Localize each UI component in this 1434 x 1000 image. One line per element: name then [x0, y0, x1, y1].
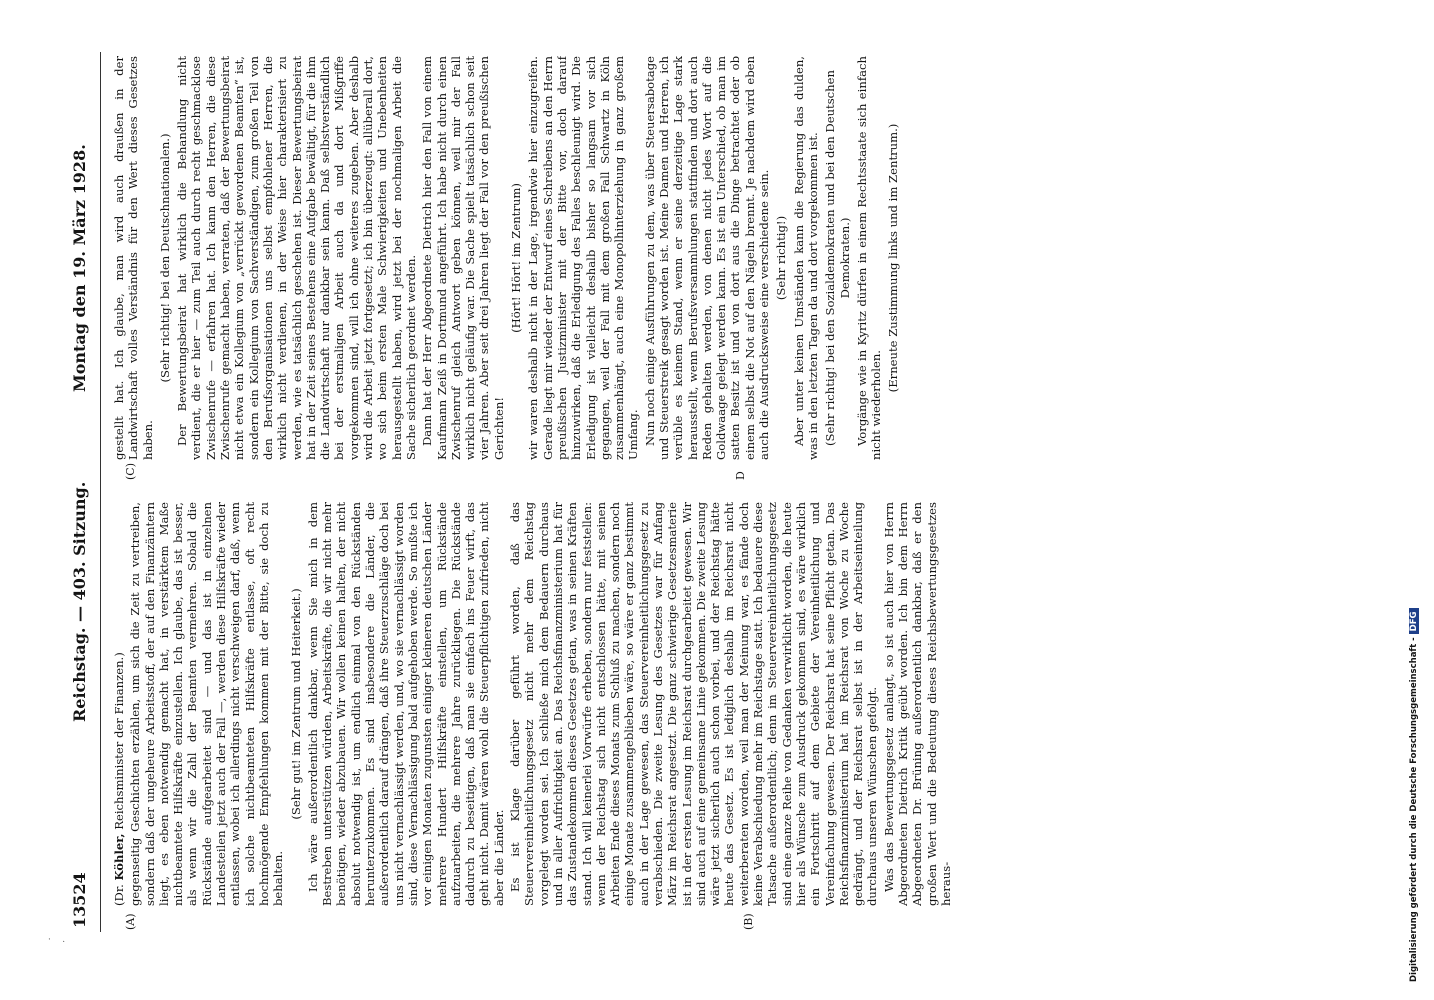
interjection: (Erneute Zustimmung links und im Zentrum.): [886, 123, 901, 393]
margin-marker-b: (B): [742, 913, 755, 930]
paragraph: Es ist Klage darüber geführt worden, daß das Steuervereinheitlichungsgesetz nicht mehr dem Reichstag vorgelegt worden sei. Ich schließe mich dem Bedauern durchaus und in aller Aufrichtigkeit an. Das Reichsfinanzministerium hat für das Zustandekommen dieses Gesetzes getan, was in seinen Kräften stand. Ich will keinerlei Vorwürfe erheben, sondern nur feststellen: wenn der Reichstag sich nicht entschlossen hätte, mit seinen Arbeiten Ende dieses Monats zum Schluß zu machen, sondern noch einige Monate zusammengeblieben wäre, so wäre er ganz bestimmt auch in der Lage gewesen, das Steuervereinheitlichungsgesetz zu verabschieden. Die zweite Lesung des Gesetzes war für Anfang März im Reichsrat angesetzt. Die ganz schwierige Gesetzesmaterie ist in der ersten Lesung im Reichsrat durchgearbeitet gewesen. Wir sind auch auf eine gemeinsame Linie gekommen. Die zweite Lesung wäre jetzt sicherlich auch schon vorbei, und der Reichstag hätte heute das Gesetz. Es ist lediglich deshalb im Reichsrat nicht weiterberaten worden, weil man der Meinung war, es fände doch keine Verabschiedung mehr im Reichstage statt. Ich bedauere diese Tatsache außerordentlich; denn im Steuervereinheitlichungsgesetz sind eine ganze Reihe von Gedanken verwirklicht worden, die heute hier als Wünsche zum Ausdruck gekommen sind, es wäre wirklich ein Fortschritt auf dem Gebiete der Vereinheitlichung und Vereinfachung gewesen. Der Reichsrat hat seine Pflicht getan. Das Reichsfinanzministerium hat im Reichsrat von Woche zu Woche gedrängt, und der Reichsrat selbst ist in der Arbeitseinteilung durchaus unseren Wünschen gefolgt.: [508, 502, 880, 906]
scan-specks: · .: [48, 935, 66, 945]
interjection: (Sehr richtig! bei den Sozialdemokraten und bei den Deutschen Demokraten.): [823, 70, 852, 446]
session-date: Montag den 19. März 1928.: [70, 144, 89, 392]
margin-marker-d: D: [734, 471, 747, 480]
speaker-line: (Dr. Köhler, Reichsminister der Finanzen.): [112, 652, 126, 906]
speaker-role: Reichsminister der Finanzen: [112, 660, 126, 830]
digitization-note: [1409, 12, 1434, 992]
paragraph: Aber unter keinen Umständen kann die Regierung das dulden, was in den letzten Tagen da und dort vorgekommen ist.: [791, 56, 820, 460]
paragraph: Nun noch einige Ausführungen zu dem, was über Steuersabotage und Steuerstreik gesagt worden ist. Meine Damen und Herren, ich verüble es keinem Stand, wenn er seine derzeitige Lage stark herausstellt, wenn Berufsversammlungen stattfinden und dort auch Reden gehalten werden, von denen nicht jedes Wort auf die Goldwaage gelegt werden kann. Es ist ein Unterschied, ob man im satten Besitz ist und von dort aus die Dinge betrachtet oder ob einem selbst die Not auf den Nägeln brennt. Je nachdem wird eben auch die Ausdrucksweise eine verschiedene sein.: [642, 56, 772, 460]
rotated-page: [62, 52, 1362, 932]
paragraph: Der Bewertungsbeirat hat wirklich die Behandlung nicht verdient, die er hier — zum Teil auch durch recht geschmacklose Zwischenrufe — erfahren hat. Ich kann den Herren, die diese Zwischenrufe gemacht haben, verraten, daß der Bewertungsbeirat nicht etwa ein Kollegium von „verrückt gewordenen Beamten“ ist, sondern ein Kollegium von Sachverständigen, zum großen Teil von den Berufsorganisationen uns selbst empfohlener Herren, die wirklich nicht verdienen, in der Weise hier charakterisiert zu werden, wie es tatsächlich geschehen ist. Dieser Bewertungsbeirat hat in der Zeit seines Bestehens eine Aufgabe bewältigt, für die ihm die Landwirtschaft nur dankbar sein kann. Daß selbstverständlich bei der erstmaligen Arbeit auch da und dort Mißgriffe vorgekommen sind, will ich ohne weiteres zugeben. Aber deshalb wird die Arbeit jetzt fortgesetzt; ich bin überzeugt: allüberall dort, wo sich beim ersten Male Schwierigkeiten und Unebenheiten herausgestellt haben, wird jetzt bei der nochmaligen Arbeit die Sache sicherlich geordnet werden.: [175, 56, 418, 460]
paragraph: gegenseitig Geschichten erzählen, um sich die Zeit zu vertreiben, sondern daß der ungeheure Arbeitsstoff, der auf den Finanzämtern liegt, es eben notwendig gemacht hat, in verstärktem Maße nichtbeamtete Hilfskräfte einzustellen. Ich glaube, das ist besser, als wenn wir die Zahl der Beamten vermehren. Sobald die Rückstände aufgearbeitet sind — und das ist in einzelnen Landesteilen jetzt auch der Fall —, werden diese Hilfskräfte wieder entlassen, wobei ich allerdings nicht verschweigen darf, daß, wenn ich solche nichtbeamteten Hilfskräfte entlasse, oft recht hochmögende Empfehlungen kommen mit der Bitte, sie doch zu behalten.: [128, 502, 286, 906]
paragraph: Dann hat der Herr Abgeordnete Dietrich hier den Fall von einem Kaufmann Zeiß in Dortmund angeführt. Ich habe nicht durch einen Zwischenruf gleich Antwort geben können, weil mir der Fall wirklich nicht geläufig war. Die Sache spielt tatsächlich schon seit vier Jahren. Aber seit drei Jahren liegt der Fall vor den preußischen Gerichten!: [420, 56, 506, 460]
interjection: (Sehr richtig! bei den Deutschnationalen.): [157, 133, 172, 383]
page-number: 13524: [70, 872, 89, 928]
interjection: (Sehr gut! im Zentrum und Heiterkeit.): [288, 588, 303, 820]
dfg-logo: DFG: [1409, 608, 1419, 634]
text-column-right: [112, 56, 1312, 460]
digitization-text: Digitalisierung gefördert durch die Deutsche Forschungsgemeinschaft -: [1409, 637, 1419, 982]
page-header: [62, 52, 101, 932]
margin-marker-a: (A): [124, 913, 137, 930]
paragraph: Was das Bewertungsgesetz anlangt, so ist auch hier von Herrn Abgeordneten Dietrich Kritik geübt worden. Ich bin dem Herrn Abgeordneten Dr. Brüning außerordentlich dankbar, daß er den großen Wert und die Bedeutung dieses Reichsbewertungsgesetzes heraus-: [881, 502, 953, 906]
paragraph: gestellt hat. Ich glaube, man wird auch draußen in der Landwirtschaft volles Verständnis für den Wert dieses Gesetzes haben.: [112, 56, 155, 460]
interjection: (Hört! Hört! im Zentrum): [509, 183, 524, 333]
text-column-left: [112, 502, 1312, 906]
paragraph: Ich wäre außerordentlich dankbar, wenn Sie mich in dem Bestreben unterstützen würden, Arbeitskräfte, die wir nicht mehr benötigen, wieder abzubauen. Wir wollen keinen halten, der nicht absolut notwendig ist, um endlich einmal von den Rückständen herunterzukommen. Es sind insbesondere die Länder, die außerordentlich darauf drängen, daß ihre Steuerzuschläge doch bei uns nicht vernachlässigt werden, und, wo sie vernachlässigt worden sind, diese Vernachlässigung bald aufgehoben werde. So mußte ich vor einigen Monaten zugunsten einiger kleineren deutschen Länder mehrere Hundert Hilfskräfte einstellen, um Rückstände aufzuarbeiten, die mehrere Jahre zurückliegen. Die Rückstände dadurch zu beseitigen, daß man sie einfach ins Feuer wirft, das geht nicht. Damit wären wohl die Steuerpflichtigen zufrieden, nicht aber die Länder.: [305, 502, 506, 906]
session-title: Reichstag. — 403. Sitzung.: [70, 481, 89, 722]
paragraph: wir waren deshalb nicht in der Lage, irgendwie hier einzugreifen. Gerade liegt mir wieder der Entwurf eines Schreibens an den Herrn preußischen Justizminister mit der Bitte vor, doch darauf hinzuwirken, daß die Erledigung des Falles beschleunigt wird. Die Erledigung ist vielleicht deshalb bisher so langsam vor sich gegangen, weil der Fall mit dem großen Fall Schwartz in Köln zusammenhängt, auch eine Monopolhinterziehung in ganz großem Umfang.: [526, 56, 641, 460]
speaker-name: Köhler,: [112, 833, 126, 881]
margin-marker-c: (C): [124, 463, 137, 480]
paragraph: Vorgänge wie in Kyritz dürfen in einem Rechtsstaate sich einfach nicht wiederholen.: [854, 56, 884, 460]
interjection: (Sehr richtig!): [774, 215, 789, 301]
